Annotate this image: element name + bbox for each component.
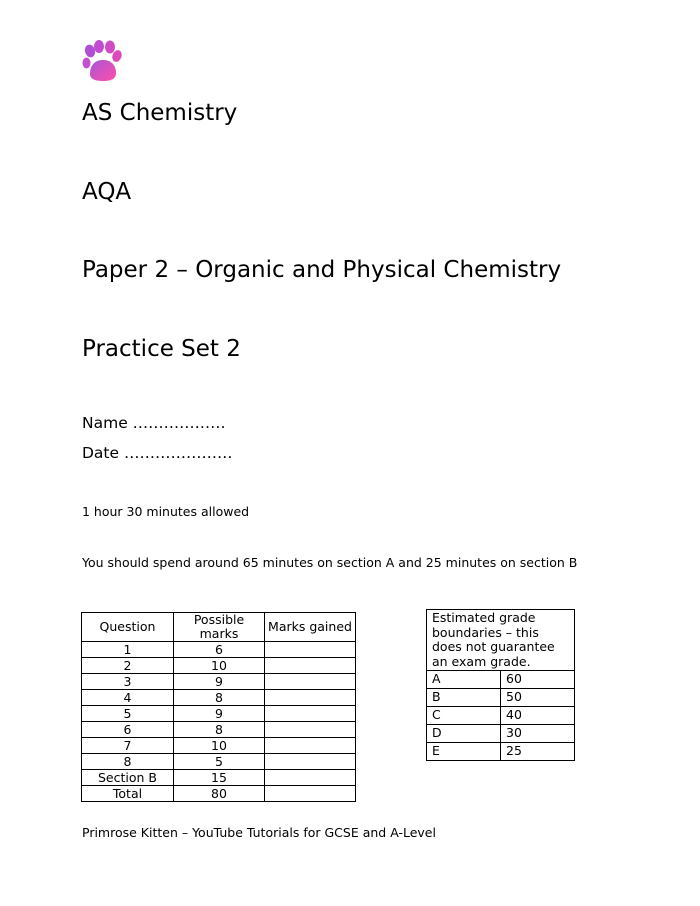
grade-cell: A: [427, 671, 501, 689]
question-cell: 7: [82, 738, 174, 754]
grade-cell: D: [427, 725, 501, 743]
table-row: [427, 671, 575, 689]
table-row: [427, 743, 575, 761]
column-header-possible-marks: Possible marks: [174, 613, 265, 642]
marks-gained-cell: [265, 674, 356, 690]
table-row: [82, 754, 356, 770]
boundary-mark-cell: 25: [501, 743, 575, 761]
possible-marks-cell: 9: [174, 706, 265, 722]
table-row: [427, 707, 575, 725]
question-cell: 1: [82, 642, 174, 658]
grade-boundaries-caption: Estimated grade boundaries – this does not guarantee an exam grade.: [427, 610, 575, 671]
boundary-mark-cell: 40: [501, 707, 575, 725]
date-field: Date …………………: [82, 444, 233, 462]
possible-marks-cell: 8: [174, 722, 265, 738]
boundary-mark-cell: 60: [501, 671, 575, 689]
boundary-mark-cell: 30: [501, 725, 575, 743]
boundary-mark-cell: 50: [501, 689, 575, 707]
grade-cell: B: [427, 689, 501, 707]
possible-marks-cell: 10: [174, 658, 265, 674]
table-row: [82, 722, 356, 738]
time-advice-note: You should spend around 65 minutes on section A and 25 minutes on section B: [82, 555, 578, 570]
grade-boundaries-table: [426, 609, 575, 761]
grade-table-header: [427, 610, 575, 671]
marks-gained-cell: [265, 658, 356, 674]
footer-credit: Primrose Kitten – YouTube Tutorials for GCSE and A-Level: [82, 825, 436, 840]
marks-gained-cell: [265, 754, 356, 770]
table-row: [82, 642, 356, 658]
table-row: [427, 725, 575, 743]
table-row: [82, 786, 356, 802]
exam-board: AQA: [82, 179, 132, 205]
marks-gained-cell: [265, 722, 356, 738]
question-cell: 6: [82, 722, 174, 738]
marks-table: [81, 612, 356, 802]
possible-marks-cell: 10: [174, 738, 265, 754]
practice-set-title: Practice Set 2: [82, 336, 241, 362]
table-row: [427, 689, 575, 707]
marks-gained-cell: [265, 786, 356, 802]
name-field: Name ………………: [82, 414, 226, 432]
marks-gained-cell: [265, 770, 356, 786]
question-cell: 2: [82, 658, 174, 674]
question-cell: 8: [82, 754, 174, 770]
subject-title: AS Chemistry: [82, 100, 238, 126]
table-row: [82, 690, 356, 706]
table-row: [82, 674, 356, 690]
marks-gained-cell: [265, 738, 356, 754]
grade-cell: E: [427, 743, 501, 761]
marks-gained-cell: [265, 690, 356, 706]
possible-marks-cell: 15: [174, 770, 265, 786]
possible-marks-cell: 6: [174, 642, 265, 658]
time-allowed-note: 1 hour 30 minutes allowed: [82, 504, 250, 519]
paper-title: Paper 2 – Organic and Physical Chemistry: [82, 257, 562, 283]
table-row: [82, 770, 356, 786]
grade-cell: C: [427, 707, 501, 725]
question-cell: Total: [82, 786, 174, 802]
question-cell: 5: [82, 706, 174, 722]
paw-print-icon: [82, 40, 122, 82]
question-cell: 3: [82, 674, 174, 690]
possible-marks-cell: 8: [174, 690, 265, 706]
question-cell: 4: [82, 690, 174, 706]
table-row: [82, 658, 356, 674]
marks-gained-cell: [265, 642, 356, 658]
possible-marks-cell: 9: [174, 674, 265, 690]
question-cell: Section B: [82, 770, 174, 786]
marks-table-header: [82, 613, 356, 642]
table-row: [82, 738, 356, 754]
possible-marks-cell: 5: [174, 754, 265, 770]
column-header-question: Question: [82, 613, 174, 642]
possible-marks-cell: 80: [174, 786, 265, 802]
marks-gained-cell: [265, 706, 356, 722]
table-row: [82, 706, 356, 722]
column-header-marks-gained: Marks gained: [265, 613, 356, 642]
